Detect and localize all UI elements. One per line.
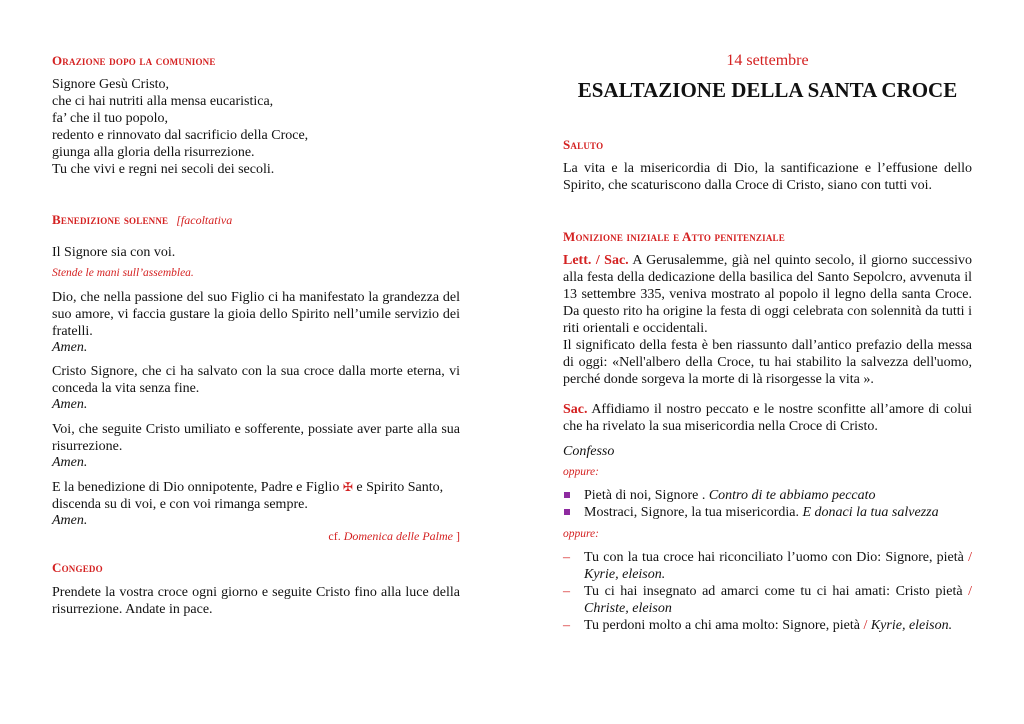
orazione-line-2: che ci hai nutriti alla mensa eucaristica, xyxy=(52,94,274,109)
palme-reference xyxy=(328,529,460,544)
orazione-line-6: Tu che vivi e regni nei secoli dei secoli. xyxy=(52,162,275,177)
feast-title: ESALTAZIONE DELLA SANTA CROCE xyxy=(577,78,958,102)
saluto-heading: Saluto xyxy=(563,137,604,152)
amen-4: Amen. xyxy=(52,513,88,528)
dash-3-response: Kyrie, eleison. xyxy=(870,618,953,633)
congedo-text: Prendete la vostra croce ogni giorno e seguite Cristo fino alla luce della risurrezione. Andate in pace. xyxy=(52,585,460,617)
amen-2: Amen. xyxy=(52,397,88,412)
ref-prefix: cf. xyxy=(328,529,341,543)
dash-mark: – xyxy=(563,550,570,565)
bullet-item-2 xyxy=(563,504,939,521)
orazione-line-5: giunga alla gloria della risurrezione. xyxy=(52,145,255,160)
bullet-2-text: Mostraci, Signore, la tua misericordia. xyxy=(584,505,799,520)
slash-3: / xyxy=(863,618,868,633)
blessing-2: Cristo Signore, che ci ha salvato con la sua croce dalla morte eterna, vi conceda la vita senza fine. xyxy=(52,364,460,396)
amen-3: Amen. xyxy=(52,455,88,470)
confesso: Confesso xyxy=(563,444,615,459)
dash-mark: – xyxy=(563,618,570,633)
cross-icon: ✠ xyxy=(342,480,353,494)
bullet-2-response: E donaci la tua salvezza xyxy=(802,505,939,520)
orazione-heading: Orazione dopo la comunione xyxy=(52,53,216,68)
blessing-1: Dio, che nella passione del suo Figlio ci ha manifestato la grandezza del suo amore, vi faccia gustare la gioia dello Spirito nell’umile servizio dei fratelli. xyxy=(52,290,460,339)
congedo-heading: Congedo xyxy=(52,560,103,575)
feast-date: 14 settembre xyxy=(726,52,809,69)
blessing-3: Voi, che seguite Cristo umiliato e sofferente, possiate aver parte alla sua risurrezione. xyxy=(52,422,460,454)
bullet-square-icon xyxy=(564,492,570,498)
greeting: Il Signore sia con voi. xyxy=(52,245,176,260)
facoltativa-note: [facoltativa xyxy=(176,213,233,227)
blessing-4-part-a: E la benedizione di Dio onnipotente, Padre e Figlio xyxy=(52,480,340,495)
orazione-line-3: fa’ che il tuo popolo, xyxy=(52,111,168,126)
orazione-line-1: Signore Gesù Cristo, xyxy=(52,77,170,92)
dash-item-1 xyxy=(563,549,972,583)
ref-suffix: ] xyxy=(456,529,460,543)
monizione-p1-text: A Gerusalemme, già nel quinto secolo, il giorno successivo alla festa della dedicazione della basilica del Santo Sepolcro, avvenuta il 13 settembre 335, veniva mostrato al popolo il legno della santa Croce. Da questo rito ha origine la festa di oggi celebrata con solennità da tutti i riti orientali e occidentali. xyxy=(563,253,973,336)
benedizione-heading: Benedizione solenne xyxy=(52,212,169,227)
bullet-item-1 xyxy=(563,487,876,504)
monizione-paragraph-2: Il significato della festa è ben riassunto dall’antico prefazio della messa di oggi: «Nell'albero della Croce, tu hai stabilito la salvezza dell'uomo, perché donde sorgeva la morte di là risorgesse la vita ». xyxy=(563,338,972,387)
blessing-4-part-b: e Spirito Santo, discenda su di voi, e con voi rimanga sempre. xyxy=(52,480,444,512)
dash-item-3 xyxy=(563,617,972,634)
monizione-p3-text: Affidiamo il nostro peccato e le nostre sconfitte all’amore di colui che ha rivelato la sua misericordia nella Croce di Cristo. xyxy=(563,402,972,434)
slash-1: / xyxy=(968,550,973,565)
dash-item-2 xyxy=(563,583,972,617)
bullet-square-icon xyxy=(564,509,570,515)
blessing-4 xyxy=(52,479,460,513)
orazione-line-4: redento e rinnovato dal sacrificio della Croce, xyxy=(52,128,309,143)
oppure-2: oppure: xyxy=(563,528,599,540)
dash-2-text: Tu ci hai insegnato ad amarci come tu ci hai amati: Cristo pietà xyxy=(584,584,963,599)
dash-mark: – xyxy=(563,584,570,599)
amen-1: Amen. xyxy=(52,340,88,355)
dash-2-response: Christe, eleison xyxy=(584,601,672,616)
benedizione-heading-row xyxy=(52,211,232,229)
speaker-sac: Sac. xyxy=(563,402,588,417)
oppure-1: oppure: xyxy=(563,466,599,478)
dash-1-text: Tu con la tua croce hai riconciliato l’uomo con Dio: Signore, pietà xyxy=(584,550,964,565)
ref-title: Domenica delle Palme xyxy=(343,529,453,543)
saluto-text: La vita e la misericordia di Dio, la santificazione e l’effusione dello Spirito, che scaturiscono dalla Croce di Cristo, siano con tutti voi. xyxy=(563,161,972,193)
monizione-heading: Monizione iniziale e Atto penitenziale xyxy=(563,229,785,244)
rubric: Stende le mani sull’assemblea. xyxy=(52,267,194,279)
bullet-1-text: Pietà di noi, Signore . xyxy=(584,488,706,503)
speaker-lett-sac: Lett. / Sac. xyxy=(563,253,629,268)
dash-1-response: Kyrie, eleison. xyxy=(584,567,666,582)
slash-2: / xyxy=(968,584,972,599)
dash-3-text: Tu perdoni molto a chi ama molto: Signore, pietà xyxy=(584,618,860,633)
bullet-1-response: Contro di te abbiamo peccato xyxy=(708,488,876,503)
monizione-paragraph-3 xyxy=(563,401,972,435)
monizione-paragraph-1 xyxy=(563,252,972,337)
